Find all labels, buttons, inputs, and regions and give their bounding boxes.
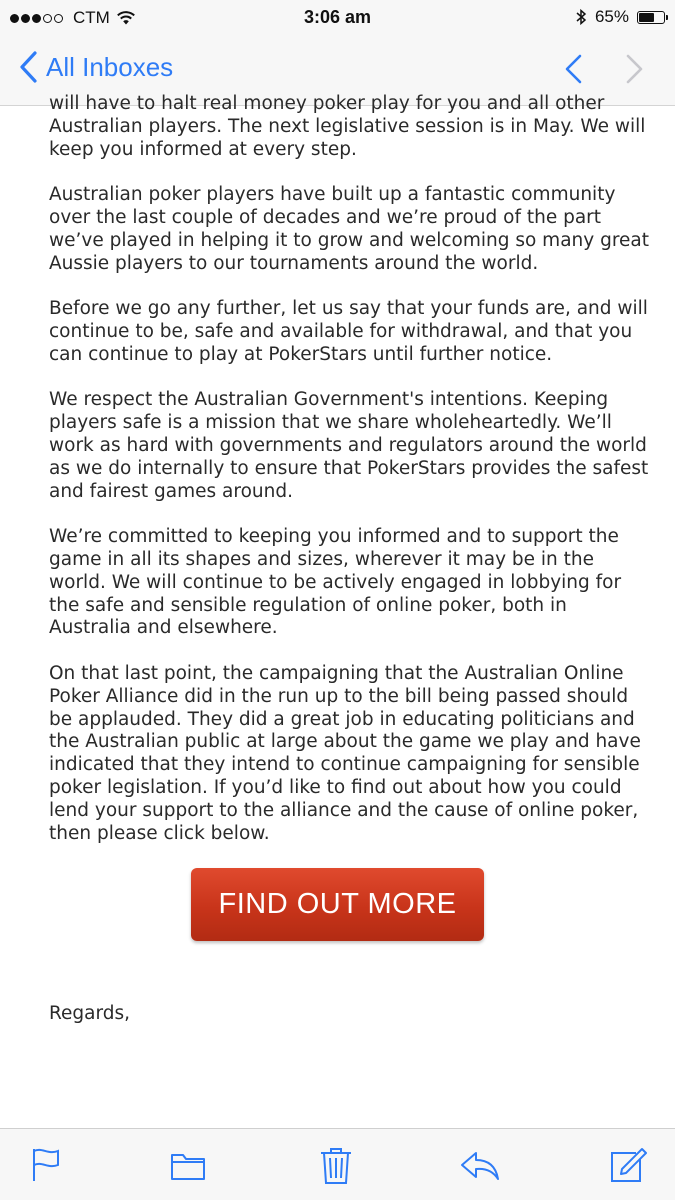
move-to-folder-button[interactable] (168, 1145, 208, 1185)
battery-level-fill (639, 13, 654, 22)
delete-button[interactable] (316, 1145, 356, 1185)
folder-icon (168, 1145, 208, 1185)
chevron-left-icon (18, 50, 38, 84)
previous-message-button[interactable] (562, 52, 584, 86)
status-bar (0, 0, 675, 38)
carrier-name: CTM (73, 8, 110, 27)
bluetooth-icon (575, 8, 587, 26)
bottom-toolbar (0, 1128, 675, 1200)
back-button[interactable] (18, 50, 173, 84)
battery-percent: 65% (594, 7, 629, 26)
cta-container (49, 868, 649, 941)
back-button-label: All Inboxes (46, 51, 174, 82)
email-paragraph: We’re committed to keeping you informed and to support the game in all its shapes and sizes, wherever it may be in the world. We will continue to be actively engaged in lobbying for the safe and sensible regulation of online poker, both in Australia and elsewhere. (49, 526, 622, 639)
email-paragraph: On that last point, the campaigning that the Australian Online Poker Alliance did in the run up to the bill being passed should be applauded. They did a great job in educating politicians and the Australian public at large about the game we play and have indicated that they intend to continue campaigning for sensible poker legislation. If you’d like to find out about how you could lend your support to the alliance and the cause of online poker, then please click below. (49, 662, 641, 844)
flag-icon (28, 1145, 68, 1185)
trash-icon (316, 1145, 356, 1185)
email-signoff: Regards, (49, 1003, 131, 1025)
status-right (575, 7, 665, 27)
email-paragraph: Before we go any further, let us say that your funds are, and will continue to be, safe and available for withdrawal, and that you can continue to play at PokerStars until further notice. (49, 298, 648, 365)
reply-button[interactable] (460, 1145, 500, 1185)
compose-icon (608, 1145, 648, 1185)
email-paragraph: We respect the Australian Government's intentions. Keeping players safe is a mission that we share wholeheartedly. We’ll work as hard with governments and regulators around the world as we do internally to ensure that PokerStars provides the safest and fairest games around. (49, 389, 649, 502)
email-paragraph: Australian poker players have built up a fantastic community over the last couple of decades and we’re proud of the part we’ve played in helping it to grow and welcoming so many great Aussie players to our tournaments around the world. (49, 184, 650, 274)
email-content[interactable] (0, 93, 675, 1128)
reply-icon (460, 1145, 500, 1185)
next-message-button[interactable] (624, 52, 646, 86)
email-body (49, 93, 649, 1026)
email-paragraph: will have to halt real money poker play for you and all other Australian players. The next legislative session is in May. We will keep you informed at every step. (49, 93, 646, 160)
flag-button[interactable] (28, 1145, 68, 1185)
status-time: 3:06 am (303, 7, 372, 27)
battery-icon (637, 11, 665, 24)
find-out-more-button[interactable]: FIND OUT MORE (191, 868, 484, 941)
compose-button[interactable] (608, 1145, 648, 1185)
